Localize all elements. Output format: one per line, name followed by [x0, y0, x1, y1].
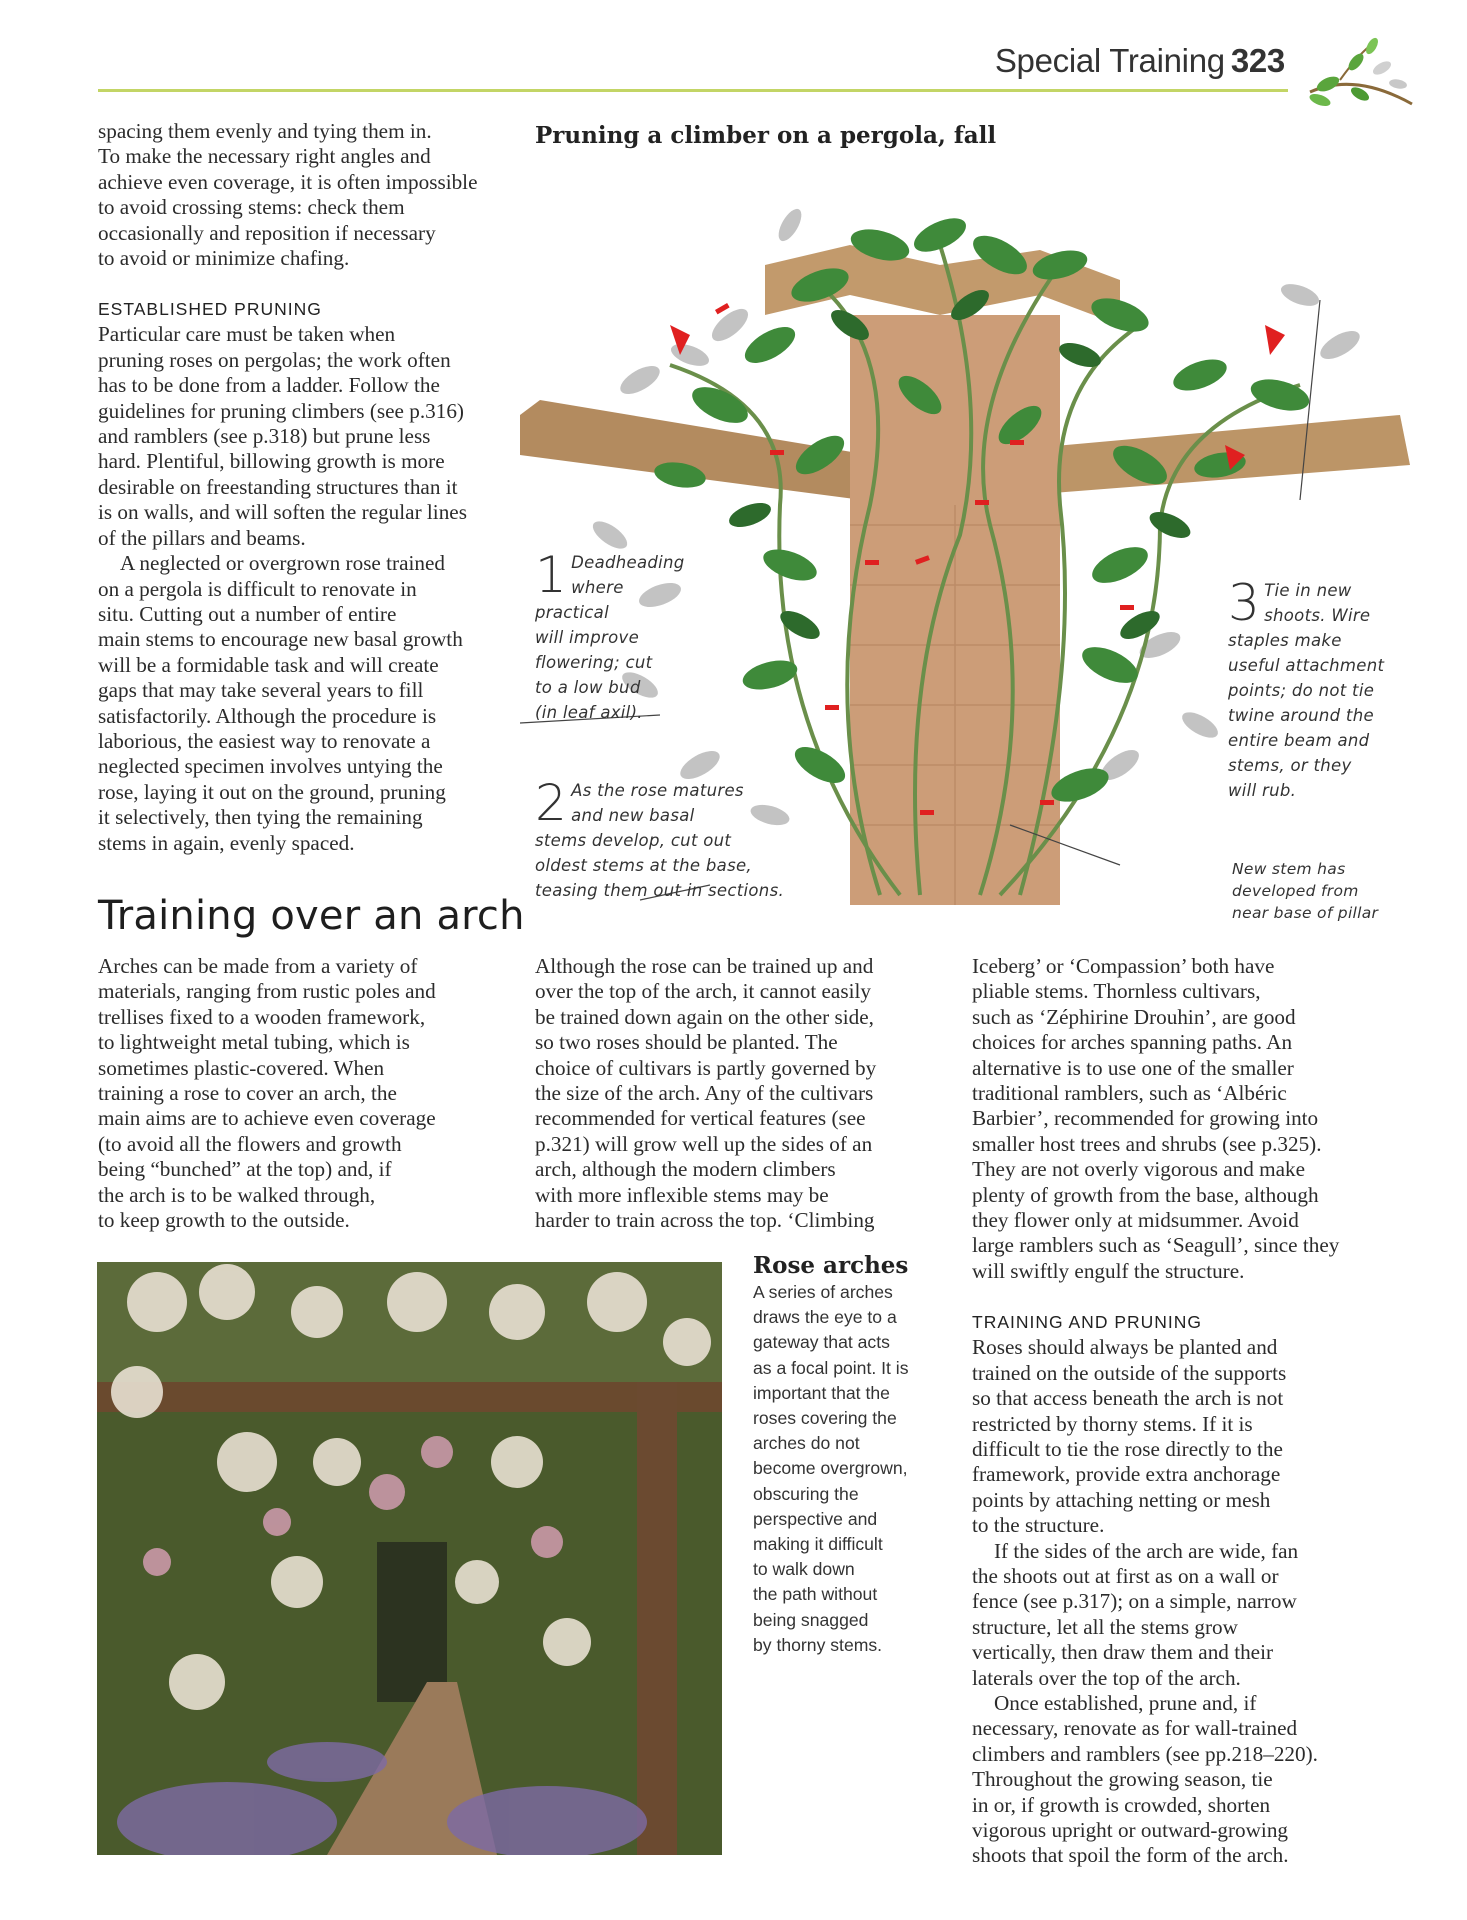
text-line: will swiftly engulf the structure. [972, 1258, 1245, 1283]
text-line: shoots that spoil the form of the arch. [972, 1843, 1289, 1868]
text-line: framework, provide extra anchorage [972, 1462, 1281, 1487]
caption-line: to walk down [753, 1559, 855, 1580]
callout-line: will improve [535, 628, 640, 647]
caption-line: being snagged [753, 1609, 869, 1630]
text-line: and ramblers (see p.318) but prune less [98, 424, 431, 449]
text-line: restricted by thorny stems. If it is [972, 1411, 1253, 1436]
text-line: difficult to tie the rose directly to the [972, 1436, 1283, 1461]
text-line: neglected specimen involves untying the [98, 754, 443, 779]
callout-line: points; do not tie [1228, 681, 1375, 700]
arch-paragraph-6 [972, 1691, 1392, 1869]
text-line: To make the necessary right angles and [98, 144, 431, 169]
text-line: gaps that may take several years to fill [98, 678, 424, 703]
arch-column-2 [535, 954, 955, 1233]
text-line: harder to train across the top. ‘Climbing [535, 1208, 875, 1233]
text-line: is on walls, and will soften the regular lines [98, 500, 467, 525]
subhead-training-and-pruning: TRAINING AND PRUNING [972, 1312, 1203, 1333]
text-line: Iceberg’ or ‘Compassion’ both have [972, 954, 1275, 978]
arch-paragraph-1 [98, 954, 518, 1233]
text-line: spacing them evenly and tying them in. [98, 119, 432, 143]
callout-line: practical [535, 603, 609, 622]
section-heading: Training over an arch [98, 893, 525, 939]
arch-column-3 [972, 954, 1392, 1869]
text-line: on a pergola is difficult to renovate in [98, 576, 417, 601]
text-line: to the structure. [972, 1513, 1105, 1538]
text-line: will be a formidable task and will create [98, 652, 439, 677]
caption-line: obscuring the [753, 1483, 859, 1504]
caption-line: arches do not [753, 1433, 860, 1454]
text-line: laborious, the easiest way to renovate a [98, 728, 431, 753]
caption-line: roses covering the [753, 1408, 897, 1429]
callout-line: shoots. Wire [1264, 606, 1371, 625]
callout-line: staples make [1228, 631, 1342, 650]
text-line: Particular care must be taken when [98, 322, 396, 347]
callout-line: teasing them out in sections. [535, 881, 785, 900]
text-line: to avoid or minimize chafing. [98, 246, 350, 271]
caption-line: the path without [753, 1584, 878, 1605]
text-line: recommended for vertical features (see [535, 1106, 866, 1131]
text-line: Roses should always be planted and [972, 1335, 1278, 1360]
section-name: Special Training [994, 42, 1225, 79]
caption-line: by thorny stems. [753, 1634, 883, 1655]
text-line: Although the rose can be trained up and [535, 954, 874, 978]
text-line: has to be done from a ladder. Follow the [98, 373, 440, 398]
text-line: situ. Cutting out a number of entire [98, 601, 397, 626]
callout-1 [535, 546, 685, 725]
text-line: Barbier’, recommended for growing into [972, 1106, 1319, 1131]
rose-sprig-icon [1300, 32, 1420, 124]
text-line: materials, ranging from rustic poles and [98, 979, 436, 1004]
photo-caption-text [753, 1280, 933, 1658]
text-line: be trained down again on the other side, [535, 1004, 874, 1029]
text-line: choice of cultivars is partly governed by [535, 1055, 877, 1080]
text-line: main aims are to achieve even coverage [98, 1106, 436, 1131]
text-line: training a rose to cover an arch, the [98, 1081, 397, 1106]
callout-line: Deadheading [571, 553, 685, 572]
text-line: Arches can be made from a variety of [98, 954, 418, 978]
text-line: If the sides of the arch are wide, fan [994, 1538, 1299, 1563]
text-line: the size of the arch. Any of the cultivars [535, 1081, 874, 1106]
text-line: with more inflexible stems may be [535, 1182, 829, 1207]
text-line: so that access beneath the arch is not [972, 1386, 1284, 1411]
arch-column-1 [98, 954, 518, 1233]
caption-line: making it difficult [753, 1534, 883, 1555]
callout-line: stems develop, cut out [535, 831, 732, 850]
text-line: necessary, renovate as for wall-trained [972, 1716, 1298, 1741]
callout-line: useful attachment [1228, 656, 1385, 675]
arch-paragraph-5 [972, 1539, 1392, 1691]
text-line: the shoots out at first as on a wall or [972, 1563, 1279, 1588]
callout-line: oldest stems at the base, [535, 856, 752, 875]
text-line: over the top of the arch, it cannot easily [535, 979, 871, 1004]
text-line: vigorous upright or outward-growing [972, 1818, 1289, 1842]
photo-caption-title: Rose arches [753, 1252, 909, 1279]
callout-line: flowering; cut [535, 653, 653, 672]
caption-line: perspective and [753, 1508, 878, 1529]
callout-1-number: 1 [535, 546, 568, 604]
text-line: A neglected or overgrown rose trained [120, 551, 445, 576]
text-line: such as ‘Zéphirine Drouhin’, are good [972, 1004, 1296, 1029]
caption-line: as a focal point. It is [753, 1357, 909, 1378]
callout-line: will rub. [1228, 781, 1297, 800]
arch-paragraph-3 [972, 954, 1392, 1284]
text-line: smaller host trees and shrubs (see p.325). [972, 1131, 1322, 1156]
photo-caption-body [753, 1280, 933, 1658]
page-number: 323 [1230, 42, 1285, 79]
callout-3-number: 3 [1228, 574, 1261, 632]
text-line: p.321) will grow well up the sides of an [535, 1131, 873, 1156]
caption-line: A series of arches [753, 1282, 893, 1302]
text-line: traditional ramblers, such as ‘Albéric [972, 1081, 1287, 1106]
text-line: climbers and ramblers (see pp.218–220). [972, 1741, 1318, 1766]
text-line: laterals over the top of the arch. [972, 1665, 1241, 1690]
text-line: satisfactorily. Although the procedure is [98, 703, 437, 728]
text-line: plenty of growth from the base, although [972, 1182, 1319, 1207]
callout-line: As the rose matures [571, 781, 744, 800]
subhead-established-pruning: ESTABLISHED PRUNING [98, 299, 322, 320]
text-line: (to avoid all the flowers and growth [98, 1131, 402, 1156]
callout-2-text [535, 774, 795, 903]
callout-line: where [571, 578, 624, 597]
text-line: structure, let all the stems grow [972, 1614, 1238, 1639]
caption-line: gateway that acts [753, 1332, 890, 1353]
text-line: large ramblers such as ‘Seagull’, since they [972, 1233, 1340, 1258]
text-line: guidelines for pruning climbers (see p.316) [98, 398, 464, 423]
text-line: to lightweight metal tubing, which is [98, 1030, 410, 1055]
text-line: trellises fixed to a wooden framework, [98, 1004, 426, 1029]
text-line: main stems to encourage new basal growth [98, 627, 463, 652]
text-line: of the pillars and beams. [98, 525, 306, 550]
text-line: hard. Plentiful, billowing growth is more [98, 449, 445, 474]
header-rule [98, 89, 1288, 92]
callout-new-stem [1232, 858, 1412, 924]
paragraph-established-1 [98, 322, 518, 551]
text-line: achieve even coverage, it is often impossible [98, 169, 478, 194]
text-line: in or, if growth is crowded, shorten [972, 1792, 1271, 1817]
callout-line: Tie in new [1264, 581, 1352, 600]
text-line: it selectively, then tying the remaining [98, 805, 423, 830]
text-line: fence (see p.317); on a simple, narrow [972, 1589, 1297, 1614]
left-column-text [98, 119, 518, 856]
text-line: points by attaching netting or mesh [972, 1487, 1271, 1512]
intro-paragraph [98, 119, 518, 271]
callout-line: entire beam and [1228, 731, 1370, 750]
text-line: pliable stems. Thornless cultivars, [972, 979, 1261, 1004]
text-line: alternative is to use one of the smaller [972, 1055, 1294, 1080]
text-line: They are not overly vigorous and make [972, 1157, 1306, 1182]
running-header [995, 42, 1285, 80]
text-line: the arch is to be walked through, [98, 1182, 376, 1207]
text-line: to keep growth to the outside. [98, 1208, 350, 1233]
callout-2-number: 2 [535, 774, 568, 832]
rose-arches-photo [97, 1262, 722, 1855]
text-line: Throughout the growing season, tie [972, 1767, 1273, 1792]
text-line: arch, although the modern climbers [535, 1157, 836, 1182]
text-line: choices for arches spanning paths. An [972, 1030, 1293, 1055]
callout-line: (in leaf axil). [535, 703, 643, 722]
new-stem-note [1232, 858, 1412, 924]
arch-paragraph-2 [535, 954, 955, 1233]
callout-line: stems, or they [1228, 756, 1352, 775]
paragraph-established-2 [98, 551, 518, 856]
callout-line: twine around the [1228, 706, 1374, 725]
text-line: to avoid crossing stems: check them [98, 195, 405, 220]
callout-2 [535, 774, 795, 903]
text-line: being “bunched” at the top) and, if [98, 1157, 392, 1182]
text-line: sometimes plastic-covered. When [98, 1055, 385, 1080]
arch-paragraph-4 [972, 1335, 1392, 1538]
text-line: trained on the outside of the supports [972, 1360, 1287, 1385]
callout-line: and new basal [571, 806, 695, 825]
caption-line: important that the [753, 1382, 890, 1403]
callout-line: developed from [1232, 882, 1359, 900]
text-line: occasionally and reposition if necessary [98, 220, 436, 245]
text-line: pruning roses on pergolas; the work often [98, 347, 451, 372]
callout-line: to a low bud [535, 678, 641, 697]
figure-title: Pruning a climber on a pergola, fall [535, 122, 997, 149]
text-line: they flower only at midsummer. Avoid [972, 1208, 1299, 1233]
callout-3 [1228, 574, 1398, 803]
text-line: stems in again, evenly spaced. [98, 830, 355, 855]
text-line: rose, laying it out on the ground, pruning [98, 779, 446, 804]
caption-line: become overgrown, [753, 1458, 908, 1479]
pergola-beam-left [520, 400, 900, 505]
caption-line: draws the eye to a [753, 1307, 897, 1328]
text-line: so two roses should be planted. The [535, 1030, 838, 1055]
text-line: desirable on freestanding structures than it [98, 474, 458, 499]
callout-line: near base of pillar [1232, 904, 1379, 922]
text-line: Once established, prune and, if [994, 1690, 1257, 1715]
text-line: vertically, then draw them and their [972, 1640, 1274, 1665]
callout-line: New stem has [1232, 860, 1346, 878]
